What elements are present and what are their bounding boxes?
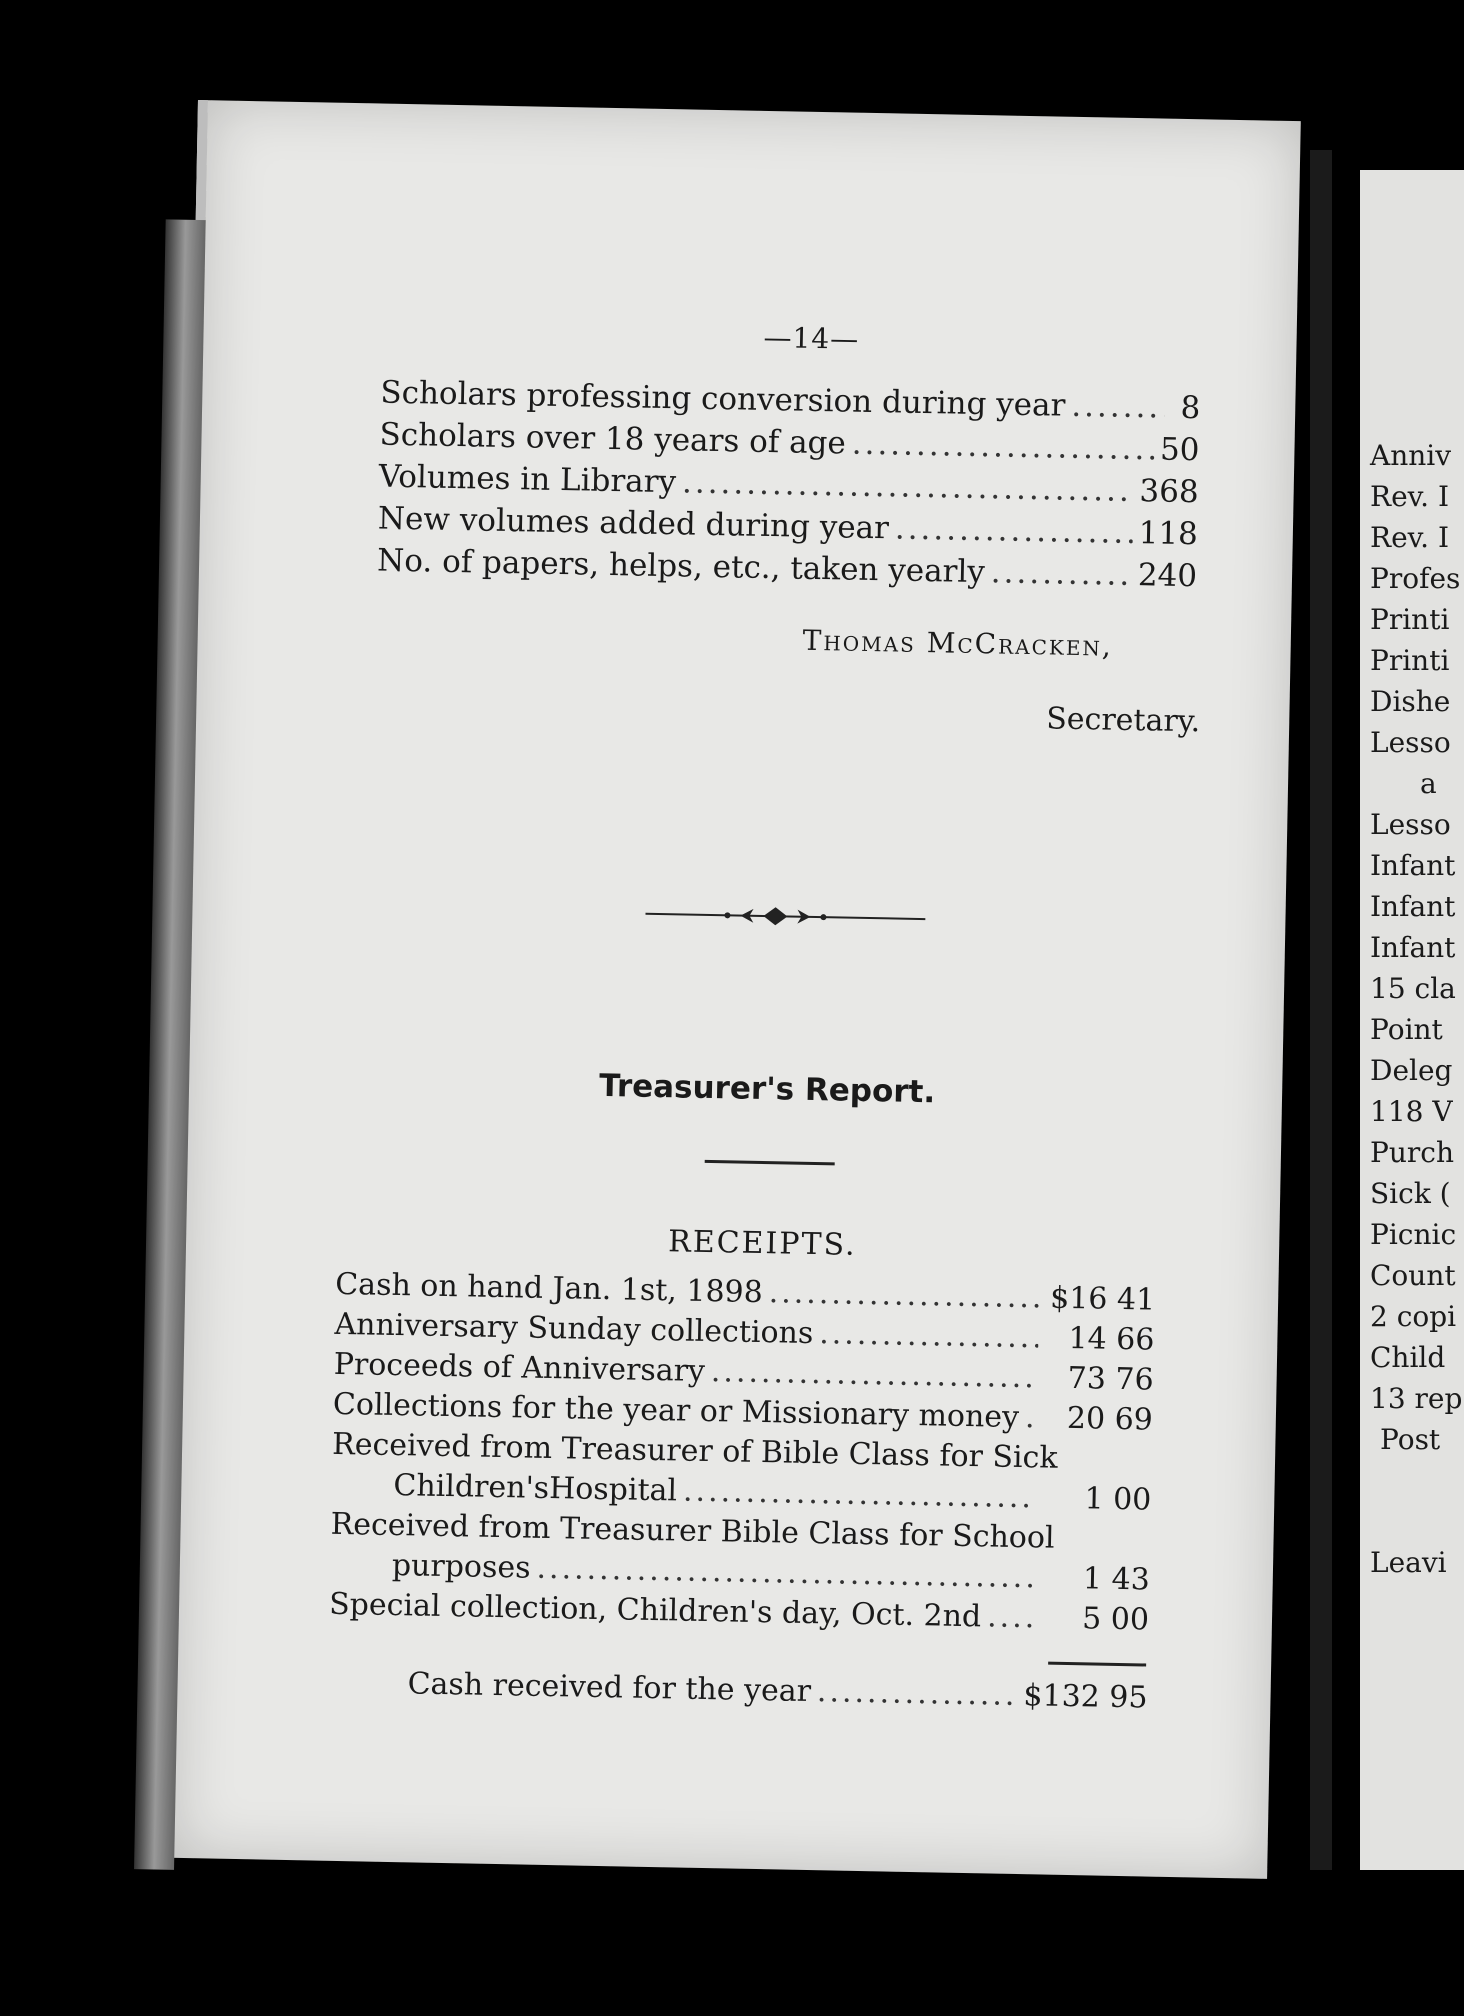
fragment: Profes (1370, 562, 1461, 595)
document-page (164, 100, 1301, 1879)
total-amount: $132 95 (1023, 1678, 1148, 1716)
fragment: Printi (1370, 603, 1450, 636)
receipt-amount: 20 69 (1066, 1400, 1154, 1438)
fragment: Purch (1370, 1136, 1454, 1169)
fragment: Count (1370, 1259, 1456, 1292)
total-line (407, 1664, 1148, 1718)
receipts-heading: RECEIPTS. (667, 1224, 857, 1263)
fragment: Sick ( (1370, 1177, 1451, 1210)
total-row (407, 1664, 1148, 1718)
total-rule (1048, 1662, 1146, 1667)
signature-name: Thomas McCracken, (802, 623, 1114, 663)
fragment: Dishe (1370, 685, 1451, 718)
dot-leader (895, 507, 1134, 554)
fragment: Point (1370, 1013, 1443, 1046)
stat-label: Scholars over 18 years of age (379, 416, 847, 462)
dot-leader (851, 423, 1154, 471)
stat-value: 118 (1138, 515, 1199, 553)
fragment: Infant (1370, 890, 1456, 923)
dot-leader (683, 1472, 1036, 1519)
receipt-amount: 5 00 (1081, 1601, 1150, 1638)
fragment: Picnic (1370, 1218, 1457, 1251)
fragment: Deleg (1370, 1054, 1453, 1087)
receipt-label: Collections for the year or Missionary money (332, 1386, 1020, 1436)
fragment: Infant (1370, 931, 1456, 964)
receipt-amount: 1 43 (1082, 1561, 1151, 1598)
report-title: Treasurer's Report. (598, 1067, 936, 1111)
fragment: Leavi (1370, 1546, 1447, 1579)
dot-leader (768, 1273, 1039, 1318)
fragment: Rev. I (1370, 480, 1450, 513)
book-spine (1310, 150, 1332, 1870)
receipt-label: Received from Treasurer of Bible Class for Sick (331, 1426, 1058, 1476)
fragment: Lesso (1370, 726, 1451, 759)
dot-leader (987, 1597, 1034, 1638)
fragment: Anniv (1370, 439, 1452, 472)
receipt-label: Anniversary Sunday collections (334, 1306, 814, 1352)
fragment: 15 cla (1370, 972, 1456, 1005)
stat-value: 50 (1159, 431, 1200, 469)
receipts-list (329, 1265, 1156, 1641)
receipt-label: purposes (391, 1547, 531, 1586)
facing-page-fragments (1370, 435, 1462, 1583)
receipt-amount: $16 41 (1049, 1280, 1156, 1318)
fragment: Post (1380, 1423, 1441, 1456)
fragment: Rev. I (1370, 521, 1450, 554)
receipt-label: Received from Treasurer Bible Class for School (330, 1506, 1055, 1556)
receipt-amount (1069, 1468, 1179, 1470)
fragment: 118 V (1370, 1095, 1453, 1128)
title-rule (705, 1160, 835, 1165)
dot-leader (817, 1672, 1018, 1716)
facing-page (1360, 170, 1464, 1870)
stat-label: Volumes in Library (378, 458, 677, 501)
receipt-amount (1066, 1548, 1176, 1550)
ornament-divider (645, 899, 926, 934)
receipt-amount: 73 76 (1067, 1360, 1154, 1398)
total-label: Cash received for the year (407, 1666, 812, 1710)
receipt-label: Special collection, Children's day, Oct. 2nd (328, 1586, 982, 1635)
dot-leader (711, 1352, 1038, 1398)
page-edge (134, 219, 206, 1869)
fragment: 2 copi (1370, 1300, 1457, 1333)
stat-label: No. of papers, helps, etc., taken yearly (376, 542, 986, 591)
fragment: Child (1370, 1341, 1446, 1374)
stat-value: 368 (1139, 473, 1199, 511)
receipt-amount: 1 00 (1084, 1481, 1152, 1518)
dot-leader (819, 1314, 1039, 1358)
stat-value: 240 (1137, 557, 1198, 595)
stat-label: New volumes added during year (377, 500, 890, 547)
stat-label: Scholars professing conversion during year (380, 374, 1066, 424)
fragment: Lesso (1370, 808, 1451, 841)
receipt-label: Cash on hand Jan. 1st, 1898 (334, 1266, 764, 1311)
dot-leader (990, 551, 1132, 596)
stat-value: 8 (1180, 389, 1201, 427)
dot-leader (1071, 385, 1165, 429)
receipt-amount: 14 66 (1068, 1320, 1155, 1358)
fragment: a (1420, 767, 1437, 800)
receipt-label: Children'sHospital (393, 1468, 678, 1509)
receipt-label: Proceeds of Anniversary (333, 1346, 706, 1389)
fragment: 13 rep (1370, 1382, 1463, 1415)
fragment: Printi (1370, 644, 1450, 677)
page-number: —14— (763, 320, 860, 356)
dot-leader (1025, 1398, 1038, 1438)
fragment: Infant (1370, 849, 1456, 882)
signature-title: Secretary. (1045, 701, 1201, 740)
fragment (1370, 1501, 1462, 1542)
statistics-list (377, 372, 1201, 598)
fragment (1370, 1460, 1462, 1501)
